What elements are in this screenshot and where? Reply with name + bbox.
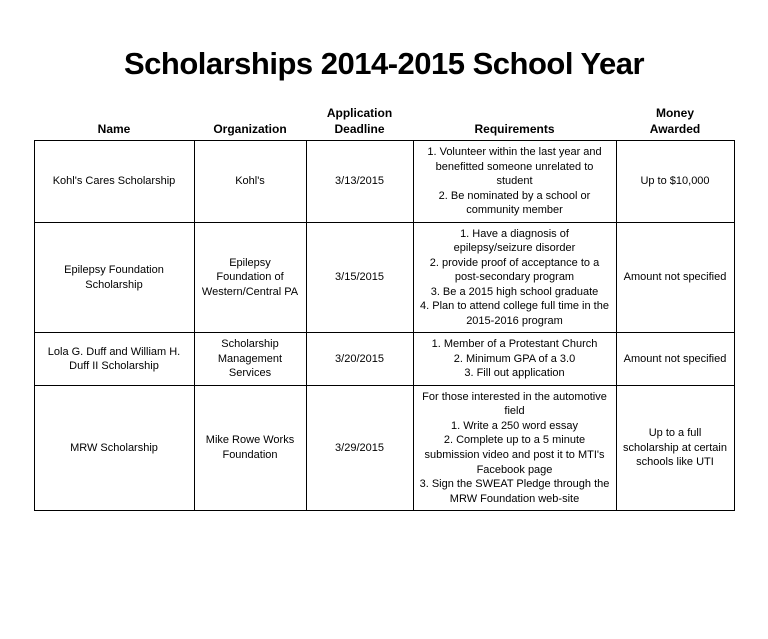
money-cell: Up to a full scholarship at certain schools like UTI	[616, 385, 734, 510]
scholarship-table	[34, 106, 735, 511]
deadline-cell: 3/15/2015	[306, 222, 413, 333]
deadline-cell: 3/20/2015	[306, 333, 413, 386]
table-header-row	[34, 106, 734, 141]
requirements-cell	[413, 333, 616, 386]
requirement-item: 1. Member of a Protestant Church	[431, 338, 598, 351]
requirement-item: For those interested in the automotive field	[422, 390, 607, 418]
header-name: Name	[97, 121, 131, 136]
requirements-cell	[413, 385, 616, 510]
requirement-item: 2. Minimum GPA of a 3.0	[453, 352, 576, 365]
table-row	[34, 333, 734, 386]
deadline-cell: 3/29/2015	[306, 385, 413, 510]
deadline-cell: 3/13/2015	[306, 141, 413, 223]
requirement-item: 3. Be a 2015 high school graduate	[430, 285, 599, 298]
requirement-item: 2. Complete up to a 5 minute submission video and post it to MTI's Facebook page	[424, 434, 605, 476]
requirement-item: 2. Be nominated by a school or community member	[438, 189, 591, 217]
requirement-item: 1. Have a diagnosis of epilepsy/seizure disorder	[453, 227, 576, 255]
organization-cell: Kohl's	[194, 141, 306, 223]
name-cell: Kohl's Cares Scholarship	[34, 141, 194, 223]
requirement-item: 2. provide proof of acceptance to a post-secondary program	[429, 256, 600, 284]
requirement-item: 1. Volunteer within the last year and benefitted someone unrelated to student	[427, 146, 602, 188]
organization-cell: Scholarship Management Services	[194, 333, 306, 386]
requirements-cell	[413, 141, 616, 223]
table-row	[34, 222, 734, 333]
organization-cell: Mike Rowe Works Foundation	[194, 385, 306, 510]
table-row	[34, 385, 734, 510]
header-application-deadline: Application Deadline	[326, 106, 393, 136]
name-cell: MRW Scholarship	[34, 385, 194, 510]
header-money-awarded: Money Awarded	[649, 106, 701, 136]
header-organization: Organization	[213, 121, 287, 136]
requirement-item: 3. Sign the SWEAT Pledge through the MRW Foundation web-site	[419, 478, 610, 505]
requirement-item: 1. Write a 250 word essay	[451, 419, 578, 432]
name-cell: Epilepsy Foundation Scholarship	[34, 222, 194, 333]
organization-cell: Epilepsy Foundation of Western/Central PA	[194, 222, 306, 333]
table-body	[34, 141, 734, 511]
header-requirements: Requirements	[474, 121, 555, 136]
requirement-item: 4. Plan to attend college full time in the 2015-2016 program	[420, 300, 609, 327]
requirements-cell	[413, 222, 616, 333]
money-cell: Up to $10,000	[616, 141, 734, 223]
money-cell: Amount not specified	[616, 222, 734, 333]
page-title: Scholarships 2014-2015 School Year	[123, 46, 645, 81]
document-page	[0, 46, 768, 511]
table-row	[34, 141, 734, 223]
money-cell: Amount not specified	[616, 333, 734, 386]
requirement-item: 3. Fill out application	[464, 367, 565, 380]
name-cell: Lola G. Duff and William H. Duff II Scholarship	[34, 333, 194, 386]
